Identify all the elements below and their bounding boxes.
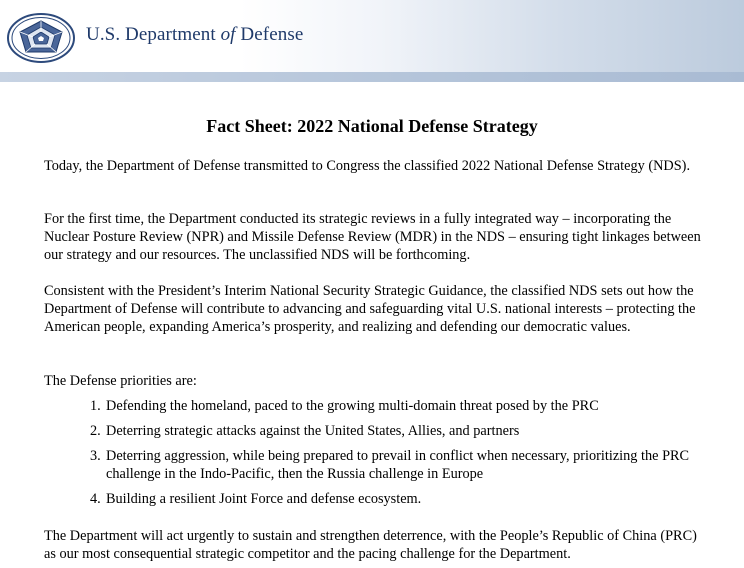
header-band — [0, 72, 744, 82]
list-item-text: Deterring aggression, while being prepared to prevail in conflict when necessary, prioritizing the PRC challenge in the Indo-Pacific, then the Russia challenge in Europe — [106, 448, 690, 482]
agency-name-prefix: U.S. Department — [86, 24, 221, 45]
paragraph-priorities-intro: The Defense priorities are: — [44, 373, 197, 389]
page-header — [0, 0, 744, 82]
list-item — [90, 397, 710, 415]
list-item — [90, 447, 690, 483]
list-item — [90, 422, 710, 440]
agency-name-of: of — [220, 24, 236, 45]
list-item — [90, 490, 710, 508]
paragraph-intro: Today, the Department of Defense transmitted to Congress the classified 2022 National Defense Strategy (NDS). — [44, 158, 691, 174]
pentagon-seal-icon — [6, 12, 76, 64]
list-item-text: Defending the homeland, paced to the growing multi-domain threat posed by the PRC — [106, 398, 599, 414]
list-item-number: 2. — [90, 423, 101, 439]
list-item-number: 4. — [90, 491, 101, 507]
list-item-number: 1. — [90, 398, 101, 414]
document-title: Fact Sheet: 2022 National Defense Strategy — [206, 116, 538, 136]
list-item-text: Building a resilient Joint Force and defense ecosystem. — [106, 491, 422, 507]
list-item-number: 3. — [90, 448, 101, 464]
paragraph-interim-guidance: Consistent with the President’s Interim National Security Strategic Guidance, the classified NDS sets out how the Department of Defense will contribute to advancing and safeguarding vital U.S. national interests – protecting the American people, expanding America’s prosperity, and realizing and defending our democratic values. — [44, 283, 696, 335]
list-item-text: Deterring strategic attacks against the United States, Allies, and partners — [106, 423, 520, 439]
agency-name — [86, 24, 303, 46]
agency-name-suffix: Defense — [235, 24, 304, 45]
paragraph-deterrence: The Department will act urgently to sustain and strengthen deterrence, with the People’s Republic of China (PRC) as our most consequential strategic competitor and the pacing challenge for the Department. — [44, 528, 697, 562]
paragraph-integrated-reviews: For the first time, the Department conducted its strategic reviews in a fully integrated way – incorporating the Nuclear Posture Review (NPR) and Missile Defense Review (MDR) in the NDS – ensuring tight linkages between our strategy and our resources. The unclassified NDS will be forthcoming. — [44, 211, 701, 263]
